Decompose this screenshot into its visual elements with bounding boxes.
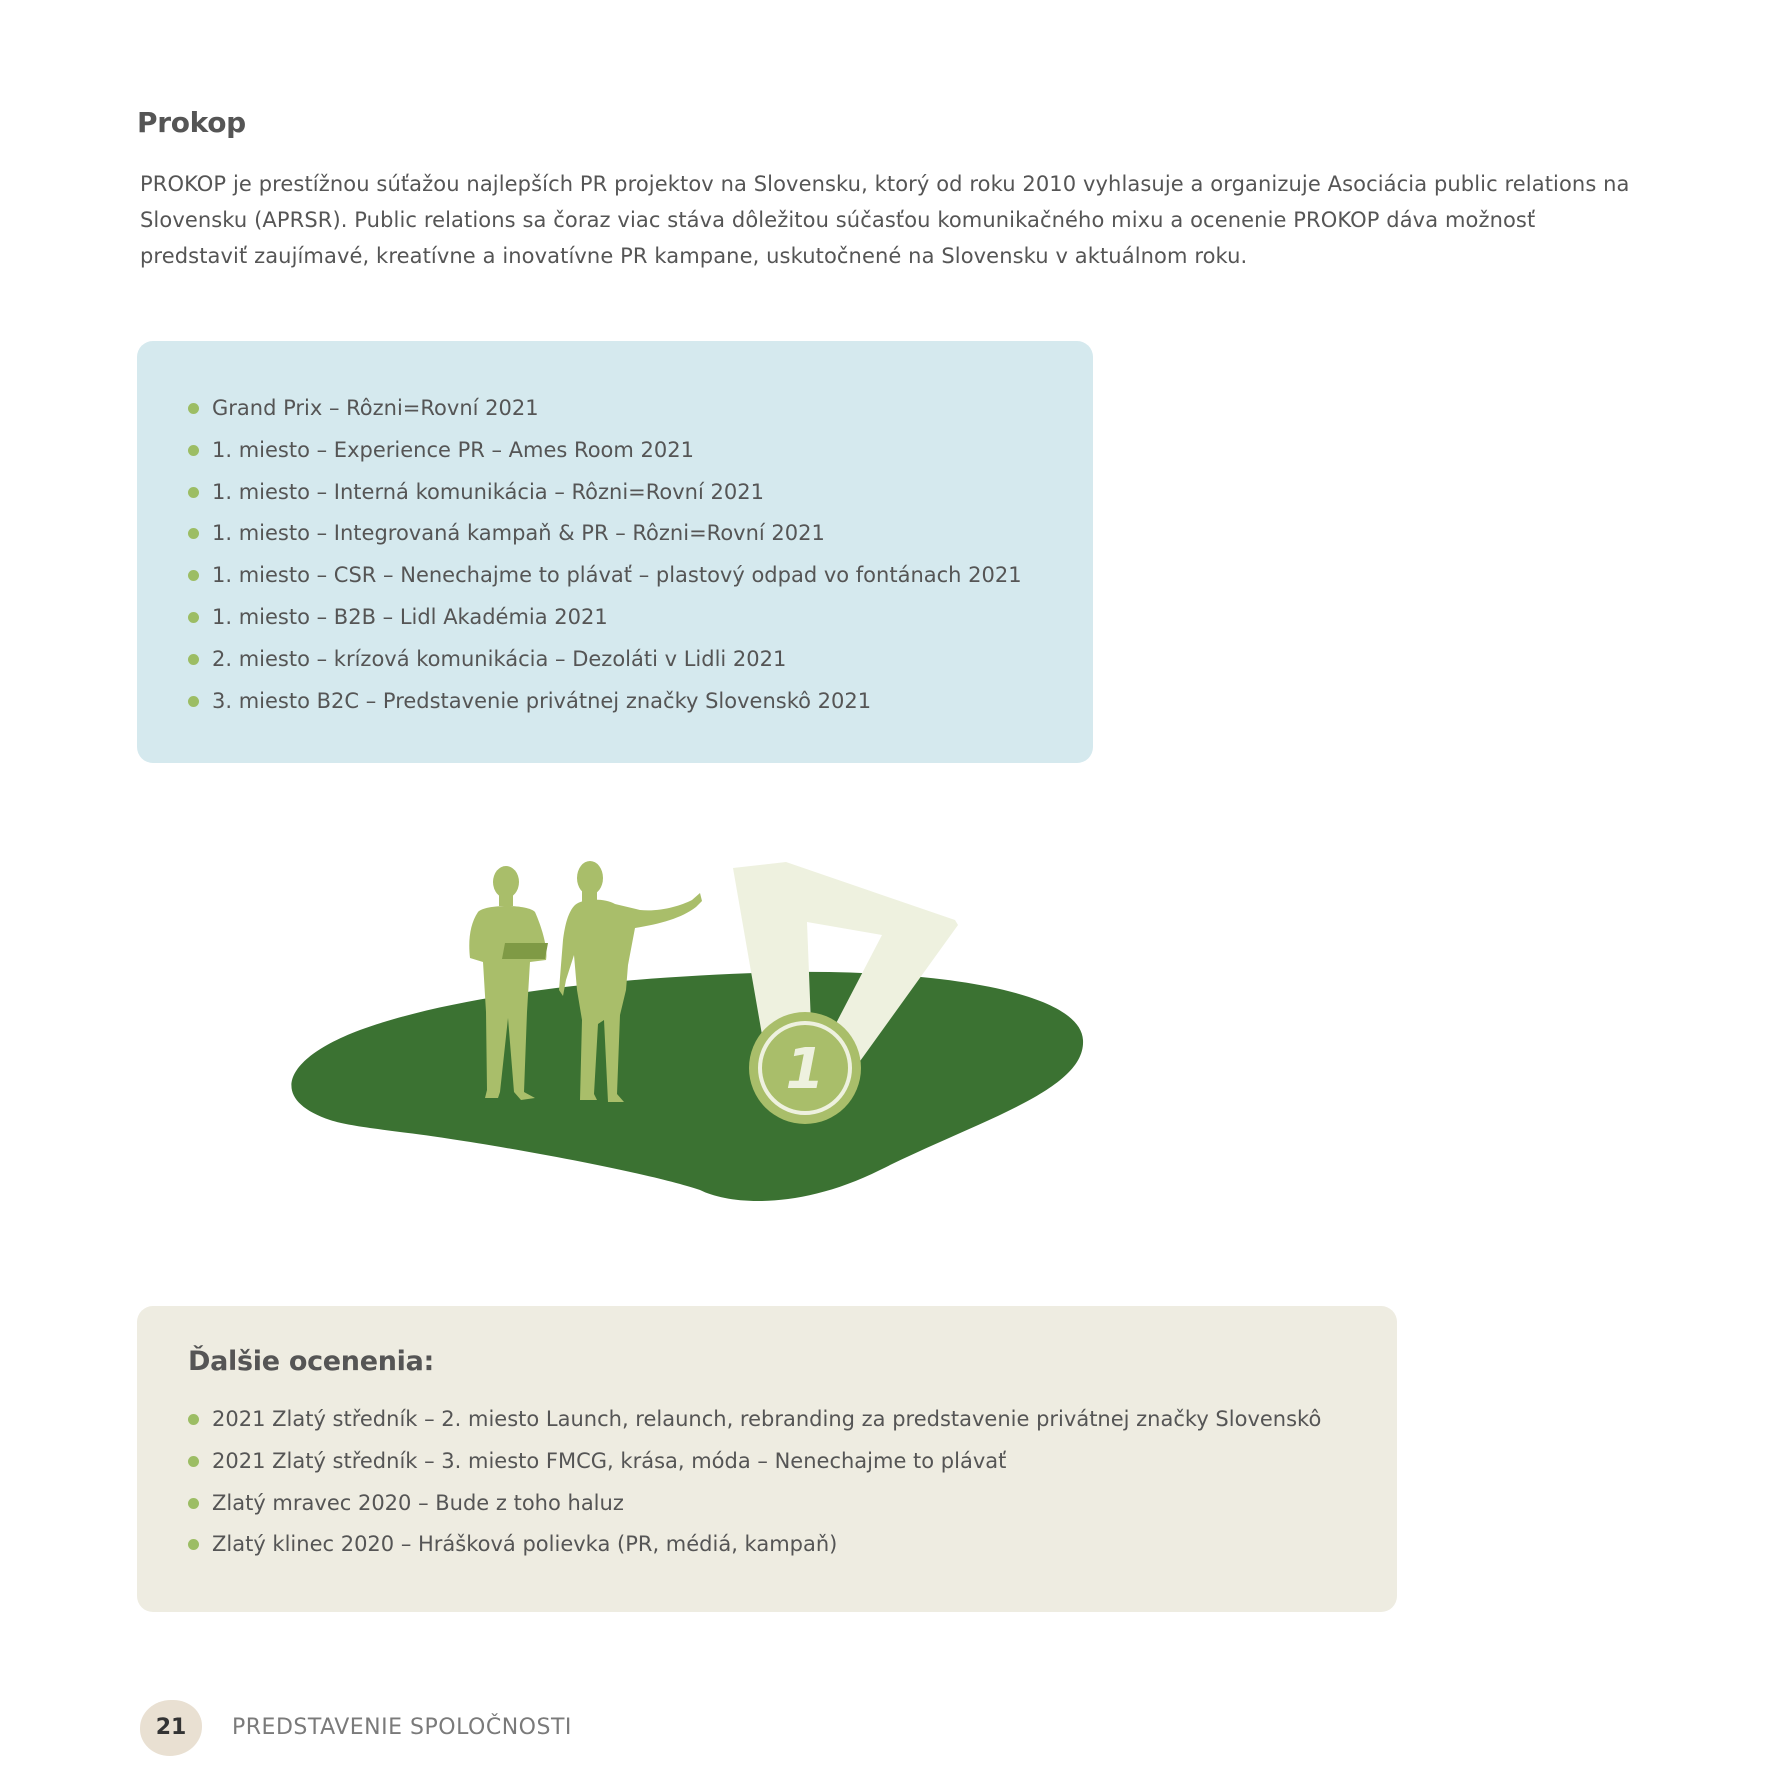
other-awards-list	[188, 1399, 1397, 1566]
other-awards-title: Ďalšie ocenenia:	[188, 1346, 435, 1377]
list-item-text: Grand Prix – Rôzni=Rovní 2021	[212, 396, 539, 420]
bullet-icon	[188, 487, 199, 498]
list-item-text: 1. miesto – Experience PR – Ames Room 2021	[212, 437, 694, 462]
other-awards-box	[137, 1306, 1397, 1612]
medal-number: 1	[785, 1037, 825, 1102]
bullet-icon	[188, 654, 199, 665]
bullet-icon	[188, 696, 199, 707]
intro-paragraph: PROKOP je prestížnou súťažou najlepších PR projektov na Slovensku, ktorý od roku 2010 vyhlasuje a organizuje Asociácia public relations na Slovensku (APRSR). Public relations sa čoraz viac stáva dôležitou súčasťou komunikačného mixu a ocenenie PROKOP dáva možnosť predstaviť zaujímavé, kreatívne a inovatívne PR kampane, uskutočnené na Slovensku v aktuálnom roku.	[140, 172, 1630, 268]
bullet-icon	[188, 1414, 199, 1425]
list-item	[188, 1483, 1397, 1525]
page-number: 21	[155, 1715, 187, 1740]
page-title: Prokop	[137, 106, 246, 139]
list-item	[188, 430, 1093, 472]
list-item	[188, 1399, 1397, 1441]
list-item	[188, 555, 1093, 597]
bullet-icon	[188, 403, 199, 414]
list-item-text: 3. miesto B2C – Predstavenie privátnej značky Slovenskô 2021	[212, 688, 872, 713]
list-item	[188, 388, 1093, 430]
award-illustration	[280, 850, 1100, 1210]
list-item	[188, 1441, 1397, 1483]
bullet-icon	[188, 570, 199, 581]
list-item	[188, 681, 1093, 723]
island-shape	[291, 972, 1083, 1201]
list-item-text: 1. miesto – Integrovaná kampaň & PR – Rôzni=Rovní 2021	[212, 521, 825, 546]
bullet-icon	[188, 612, 199, 623]
bullet-icon	[188, 1539, 199, 1550]
bullet-icon	[188, 528, 199, 539]
list-item-text: Zlatý klinec 2020 – Hrášková polievka (PR, médiá, kampaň)	[212, 1532, 838, 1557]
list-item	[188, 597, 1093, 639]
bullet-icon	[188, 445, 199, 456]
list-item-text: 1. miesto – B2B – Lidl Akadémia 2021	[212, 604, 608, 629]
list-item	[188, 513, 1093, 555]
list-item	[188, 1524, 1397, 1566]
list-item	[188, 472, 1093, 514]
prokop-awards-box	[137, 341, 1093, 763]
list-item-text: 2021 Zlatý středník – 2. miesto Launch, relaunch, rebranding za predstavenie privátnej značky Slovenskô	[212, 1407, 1322, 1431]
list-item-text: 1. miesto – Interná komunikácia – Rôzni=Rovní 2021	[212, 479, 764, 504]
list-item-text: 2. miesto – krízová komunikácia – Dezoláti v Lidli 2021	[212, 646, 787, 671]
list-item-text: Zlatý mravec 2020 – Bude z toho haluz	[212, 1490, 624, 1515]
list-item-text: 1. miesto – CSR – Nenechajme to plávať – plastový odpad vo fontánach 2021	[212, 563, 1022, 588]
list-item-text: 2021 Zlatý středník – 3. miesto FMCG, krása, móda – Nenechajme to plávať	[212, 1448, 1007, 1473]
bullet-icon	[188, 1498, 199, 1509]
medal-icon	[749, 1012, 861, 1124]
prokop-awards-list	[188, 388, 1093, 722]
footer-section-name: PREDSTAVENIE SPOLOČNOSTI	[232, 1715, 572, 1740]
bullet-icon	[188, 1456, 199, 1467]
list-item	[188, 639, 1093, 681]
